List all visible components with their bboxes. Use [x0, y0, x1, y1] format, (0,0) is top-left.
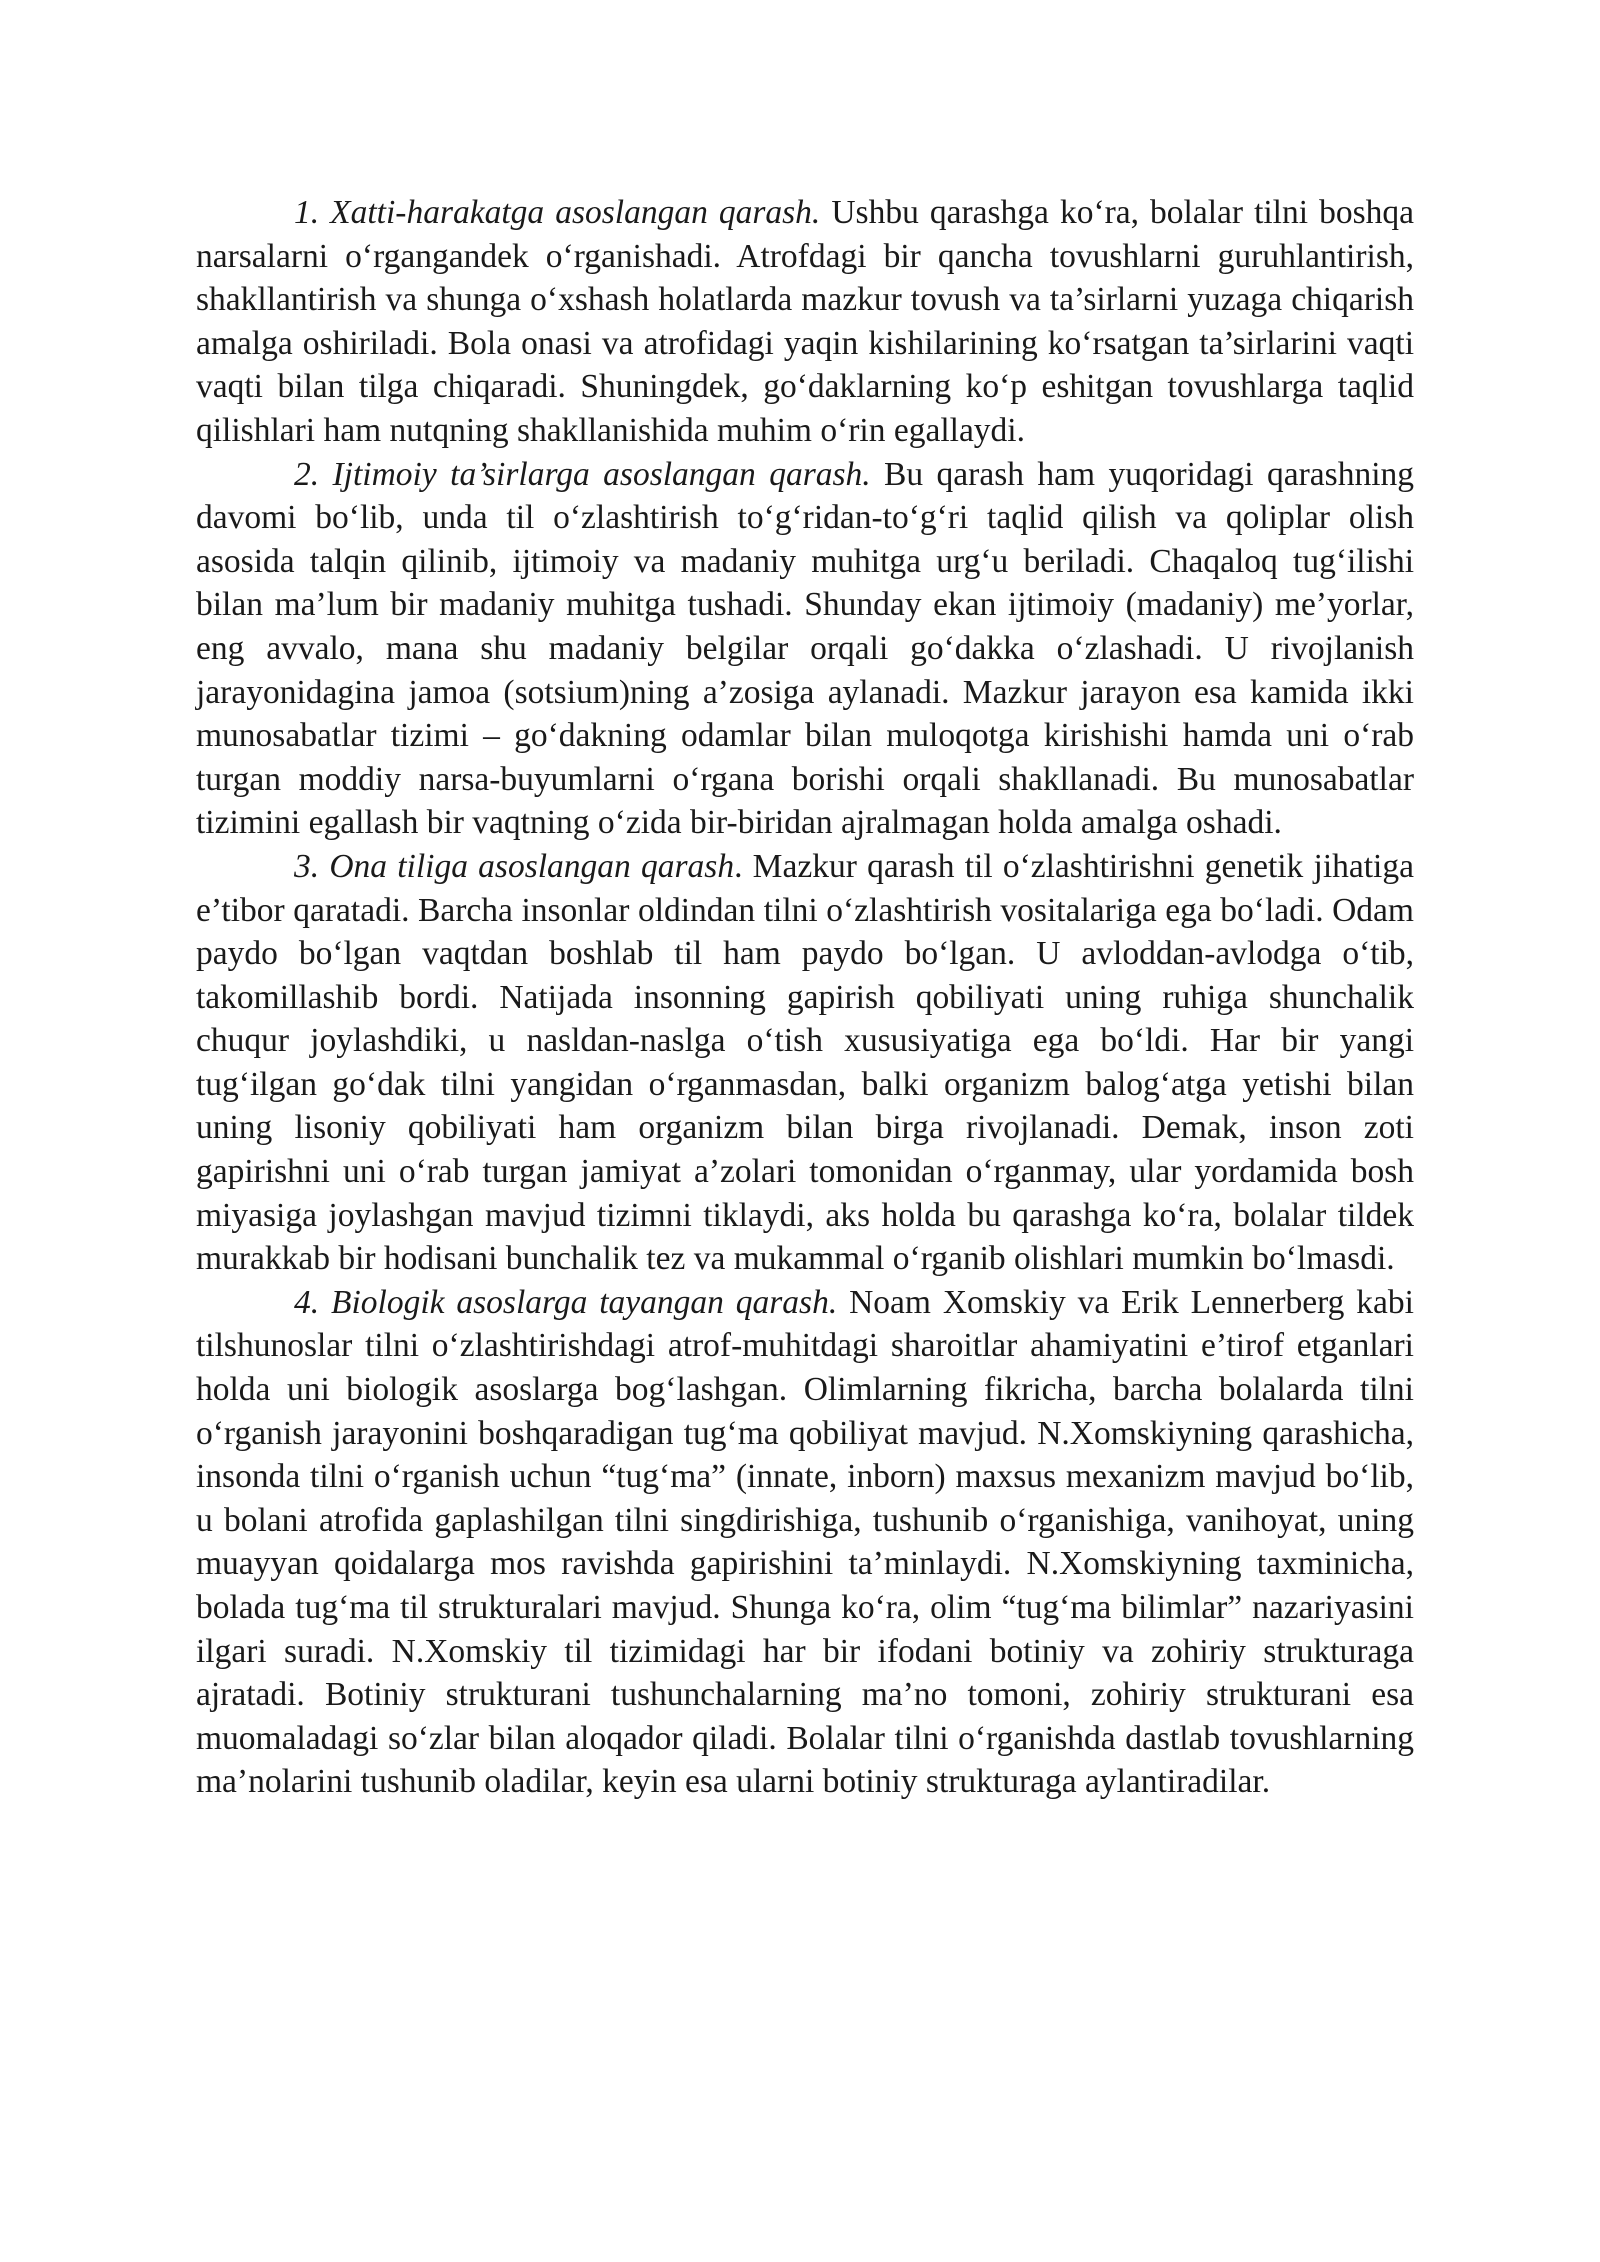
paragraph-body: Noam Xomskiy va Erik Lennerberg kabi tilshunoslar tilni oʻzlashtirishdagi atrof-muhitdagi sharoitlar ahamiyatini e’tirof etganlari holda uni biologik asoslarga bogʻlashgan. Olimlarning fikricha, barcha bolalarda tilni oʻrganish jarayonini boshqaradigan tugʻma qobiliyat mavjud. N.Xomskiyning qarashicha, insonda tilni oʻrganish uchun “tugʻma” (innate, inborn) maxsus mexanizm mavjud boʻlib, u bolani atrofida gaplashilgan tilni singdirishiga, tushunib oʻrganishiga, vanihoyat, uning muayyan qoidalarga mos ravishda gapirishini ta’minlaydi. N.Xomskiyning taxminicha, bolada tugʻma til strukturalari mavjud. Shunga koʻra, olim “tugʻma bilimlar” nazariyasini ilgari suradi. N.Xomskiy til tizimidagi har bir ifodani botiniy va zohiriy strukturaga ajratadi. Botiniy strukturani tushunchalarning ma’no tomoni, zohiriy strukturani esa muomaladagi soʻzlar bilan aloqador qiladi. Bolalar tilni oʻrganishda dastlab tovushlarning ma’nolarini tushunib oladilar, keyin esa ularni botiniy strukturaga aylantiradilar. [196, 1283, 1414, 1801]
paragraph-native-language-view [196, 845, 1414, 1281]
document-page [196, 191, 1414, 1804]
paragraph-body: Ushbu qarashga koʻra, bolalar tilni boshqa narsalarni oʻrgangandek oʻrganishadi. Atrofdagi bir qancha tovushlarni guruhlantirish, shakllantirish va shunga oʻxshash holatlarda mazkur tovush va ta’sirlarni yuzaga chiqarish amalga oshiriladi. Bola onasi va atrofidagi yaqin kishilarining koʻrsatgan ta’sirlarini vaqti vaqti bilan tilga chiqaradi. Shuningdek, goʻdaklarning koʻp eshitgan tovushlarga taqlid qilishlari ham nutqning shakllanishida muhim oʻrin egallaydi. [196, 194, 1414, 449]
paragraph-body: . Mazkur qarash til oʻzlashtirishni genetik jihatiga e’tibor qaratadi. Barcha insonlar oldindan tilni oʻzlashtirish vositalariga ega boʻladi. Odam paydo boʻlgan vaqtdan boshlab til ham paydo boʻlgan. U avloddan-avlodga oʻtib, takomillashib bordi. Natijada insonning gapirish qobiliyati uning ruhiga shunchalik chuqur joylashdiki, u nasldan-naslga oʻtish xususiyatiga ega boʻldi. Har bir yangi tugʻilgan goʻdak tilni yangidan oʻrganmasdan, balki organizm balogʻatga yetishi bilan uning lisoniy qobiliyati ham organizm bilan birga rivojlanadi. Demak, inson zoti gapirishni uni oʻrab turgan jamiyat a’zolari tomonidan oʻrganmay, ular yordamida bosh miyasiga joylashgan mavjud tizimni tiklaydi, aks holda bu qarashga koʻra, bolalar tildek murakkab bir hodisani bunchalik tez va mukammal oʻrganib olishlari mumkin boʻlmasdi. [196, 847, 1414, 1278]
paragraph-heading: 2. Ijtimoiy ta’sirlarga asoslangan qarash. [294, 455, 871, 493]
paragraph-body: Bu qarash ham yuqoridagi qarashning davomi boʻlib, unda til oʻzlashtirish toʻgʻridan-toʻgʻri taqlid qilish va qoliplar olish asosida talqin qilinib, ijtimoiy va madaniy muhitga urgʻu beriladi. Chaqaloq tugʻilishi bilan ma’lum bir madaniy muhitga tushadi. Shunday ekan ijtimoiy (madaniy) me’yorlar, eng avvalo, mana shu madaniy belgilar orqali goʻdakka oʻzlashadi. U rivojlanish jarayonidagina jamoa (sotsium)ning a’zosiga aylanadi. Mazkur jarayon esa kamida ikki munosabatlar tizimi – goʻdakning odamlar bilan muloqotga kirishishi hamda uni oʻrab turgan moddiy narsa-buyumlarni oʻrgana borishi orqali shakllanadi. Bu munosabatlar tizimini egallash bir vaqtning oʻzida bir-biridan ajralmagan holda amalga oshadi. [196, 455, 1415, 842]
paragraph-heading: 1. Xatti-harakatga asoslangan qarash. [294, 194, 821, 231]
paragraph-social-view [196, 453, 1414, 845]
paragraph-behavioral-view [196, 191, 1414, 453]
paragraph-biological-view [196, 1281, 1414, 1804]
paragraph-heading: 4. Biologik asoslarga tayangan qarash. [294, 1283, 838, 1321]
paragraph-heading: 3. Ona tiliga asoslangan qarash [294, 847, 735, 885]
